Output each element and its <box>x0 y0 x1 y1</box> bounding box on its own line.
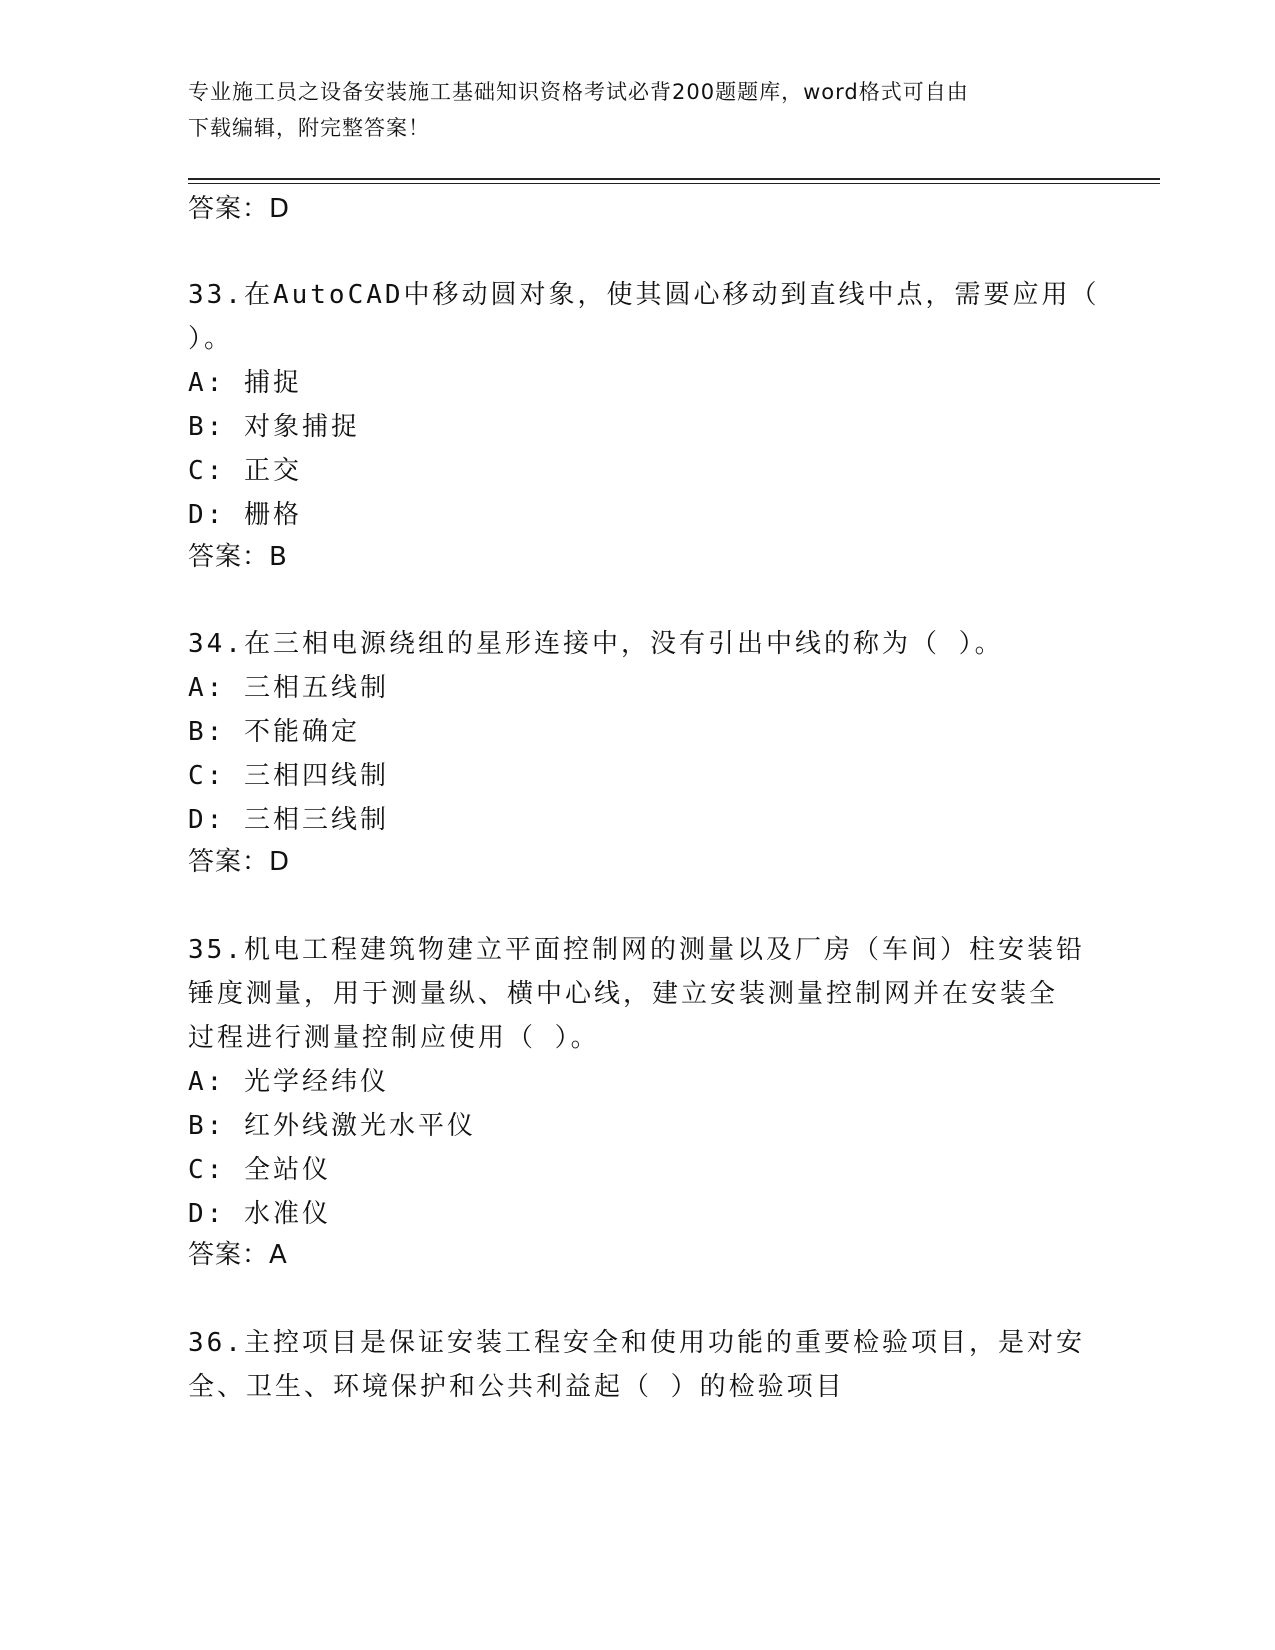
question-33-option-a: A: 捕捉 <box>188 368 302 398</box>
question-33-option-b: B: 对象捕捉 <box>188 412 360 442</box>
answer-32: 答案：D <box>188 194 291 224</box>
question-35-line-3: 过程进行测量控制应使用（ ）。 <box>188 1023 600 1053</box>
question-35-option-a: A: 光学经纬仪 <box>188 1067 389 1097</box>
question-35-line-1: 35.机电工程建筑物建立平面控制网的测量以及厂房（车间）柱安装铅 <box>188 935 1085 965</box>
question-36-line-2: 全、卫生、环境保护和公共利益起（ ）的检验项目 <box>188 1372 845 1402</box>
answer-33: 答案：B <box>188 542 288 572</box>
question-35-option-c: C: 全站仪 <box>188 1155 331 1185</box>
question-34-option-b: B: 不能确定 <box>188 717 360 747</box>
document-header <box>188 74 1068 146</box>
question-33-option-d: D: 栅格 <box>188 500 302 530</box>
header-divider-thin <box>188 183 1160 184</box>
question-35-line-2: 锤度测量，用于测量纵、横中心线，建立安装测量控制网并在安装全 <box>188 979 1059 1009</box>
question-36-line-1: 36.主控项目是保证安装工程安全和使用功能的重要检验项目，是对安 <box>188 1328 1085 1358</box>
question-34-option-d: D: 三相三线制 <box>188 805 389 835</box>
header-divider-thick <box>188 178 1160 180</box>
header-line-1: 专业施工员之设备安装施工基础知识资格考试必背200题题库，word格式可自由 <box>188 80 969 104</box>
question-35-option-b: B: 红外线激光水平仪 <box>188 1111 476 1141</box>
header-line-2: 下载编辑，附完整答案！ <box>188 116 430 140</box>
question-33-option-c: C: 正交 <box>188 456 302 486</box>
answer-34: 答案：D <box>188 847 291 877</box>
question-33-line-2: ）。 <box>188 324 234 354</box>
question-34-option-c: C: 三相四线制 <box>188 761 389 791</box>
question-35-option-d: D: 水准仪 <box>188 1199 331 1229</box>
answer-35: 答案：A <box>188 1240 288 1270</box>
question-34-option-a: A: 三相五线制 <box>188 673 389 703</box>
question-33-line-1: 33.在AutoCAD中移动圆对象，使其圆心移动到直线中点，需要应用（ <box>188 280 1100 310</box>
question-34-line-1: 34.在三相电源绕组的星形连接中，没有引出中线的称为（ ）。 <box>188 629 1004 659</box>
